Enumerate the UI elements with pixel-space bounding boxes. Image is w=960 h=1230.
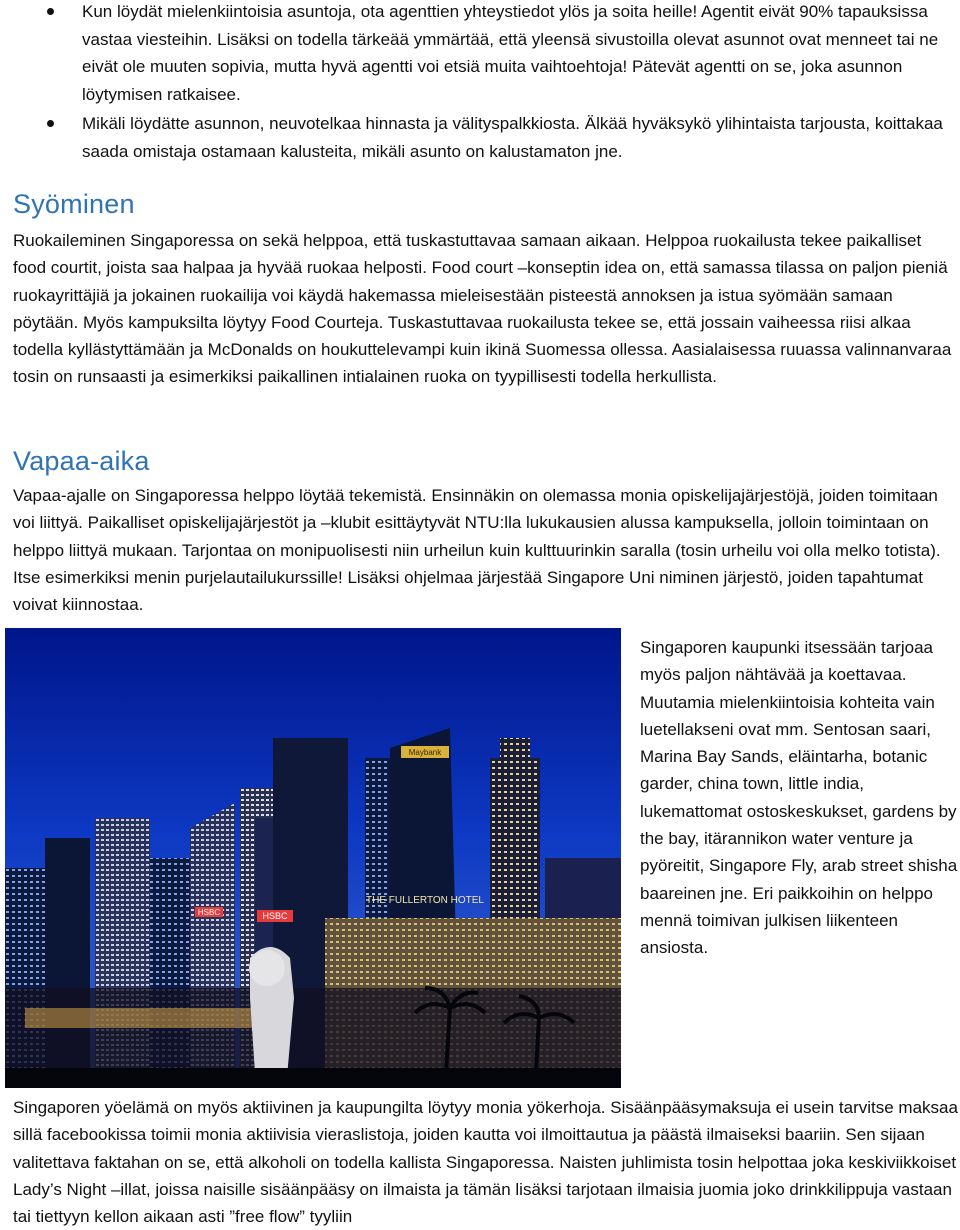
paragraph-sights: Singaporen kaupunki itsessään tarjoaa myös paljon nähtävää ja koettavaa. Muutamia mielenkiintoisia kohteita vain luetellakseni ovat mm. Sentosan saari, Marina Bay Sands, eläintarha, botanic garder, china town, little india, lukemattomat ostoskeskukset, gardens by the bay, itärannikon water venture ja pyöreitit, Singapore Fly, arab street shisha baareinen jne. Eri paikkoihin on helppo mennä toimivan julkisen liikenteen ansiosta. [640,638,958,958]
paragraph-syominen: Ruokaileminen Singaporessa on sekä helppoa, että tuskastuttavaa samaan aikaan. Helppoa ruokailusta tekee paikalliset food courtit, joista saa halpaa ja hyvää ruokaa helposti. Food court –konseptin idea on, että samassa tilassa on paljon pieniä ruokayrittäjiä ja jokainen ruokailija voi käydä hakemassa mieleisestään pisteestä annoksen ja istua syömään samaan pöytään. Myös kampuksilta löytyy Food Courteja. Tuskastuttavaa ruokailusta tekee se, että jossain vaiheessa riisi alkaa todella kyllästyttämään ja McDonalds on houkuttelevampi kuin ikinä Suomessa ollessa. Aasialaisessa ruuassa valinnanvaraa tosin on runsaasti ja esimerkiksi paikallinen intialainen ruoka on tyypillisesti todella herkullista. [13,231,952,387]
singapore-skyline-photo [5,628,621,1088]
maybank-sign: Maybank [408,748,442,757]
hsbc-sign-1: HSBC [197,908,221,917]
paragraph-nightlife: Singaporen yöelämä on myös aktiivinen ja kaupungilta löytyy monia yökerhoja. Sisäänpääsymaksuja ei usein tarvitse maksaa sillä facebookissa toimii monia aktiivisia vieraslistoja, joiden kautta voi ilmoittautua ja päästä ilmaiseksi baariin. Sen sijaan valitettava faktahan on se, että alkoholi on todella kallista Singaporessa. Naisten juhlimista tosin helpottaa joka keskiviikkoiset Lady’s Night –illat, joissa naisille sisäänpääsy on ilmaista ja tämän lisäksi tarjotaan ilmaisia juomia joko drinkkilippuja vastaan tai tiettyyn kellon aikaan asti ”free flow” tyyliin [13,1098,958,1227]
heading-syominen: Syöminen [13,189,135,219]
skyline-illustration [5,628,621,1088]
bullet-list [0,0,960,165]
bullet-item-negotiate: Mikäli löydätte asunnon, neuvotelkaa hinnasta ja välityspalkkiosta. Älkää hyväksykö ylihintaista tarjousta, koittakaa saada omistaja ostamaan kalusteita, mikäli asunto on kalustamaton jne. [0,110,960,165]
bullet-item-agents: Kun löydät mielenkiintoisia asuntoja, ota agenttien yhteystiedot ylös ja soita heille! Agentit eivät 90% tapauksissa vastaa viesteihin. Lisäksi on todella tärkeää ymmärtää, että yleensä sivustoilla olevat asunnot ovat menneet tai ne eivät ole muuten sopivia, mutta hyvä agentti voi etsiä muita vaihtoehtoja! Pätevät agentti on se, joka asunnon löytymisen ratkaisee. [0,0,960,108]
paragraph-vapaa-aika: Vapaa-ajalle on Singaporessa helppo löytää tekemistä. Ensinnäkin on olemassa monia opiskelijajärjestöjä, joiden toimitaan voi liittyä. Paikalliset opiskelijajärjestöt ja –klubit esittäytyvät NTU:lla lukukausien alussa kampuksella, jolloin toimintaan on helppo liittyä mukaan. Tarjontaa on monipuolisesti niin urheilun kuin kulttuurinkin saralla (tosin urheilu voi olla melko totista). Itse esimerkiksi menin purjelautailukurssille! Lisäksi ohjelmaa järjestää Singapore Uni niminen järjestö, joiden tapahtumat voivat kiinnostaa. [13,486,941,615]
heading-vapaa-aika: Vapaa-aika [13,446,150,476]
fullerton-hotel-sign: THE FULLERTON HOTEL [366,895,484,906]
hsbc-sign-2: HSBC [262,911,288,921]
